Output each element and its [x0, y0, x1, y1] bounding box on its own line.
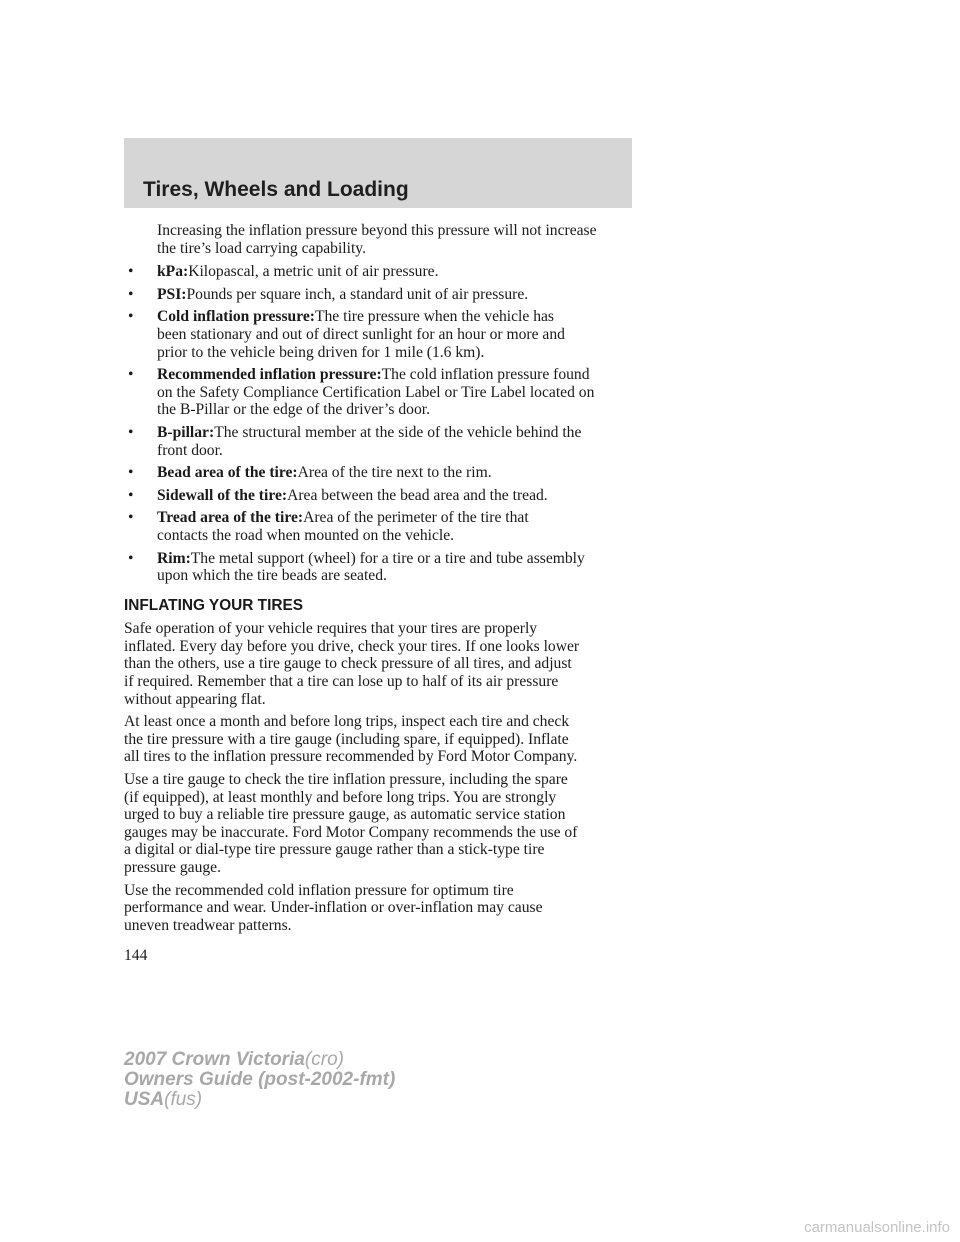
- inflating-paragraph-4: Use the recommended cold inflation pressure for optimum tire performance and wear. Under-inflation or over-inflation may cause uneven treadwear patterns.: [124, 881, 543, 934]
- bullet-icon: •: [128, 263, 134, 281]
- definition-psi: • PSI:Pounds per square inch, a standard unit of air pressure.: [128, 285, 529, 303]
- bullet-icon: •: [128, 464, 134, 482]
- definition-cold-inflation-pressure: • Cold inflation pressure:The tire pressure when the vehicle has been stationary and out of direct sunlight for an hour or more and prior to the vehicle being driven for 1 mile (1.6 km).: [128, 308, 565, 361]
- bullet-icon: •: [128, 423, 134, 441]
- inflating-paragraph-3: Use a tire gauge to check the tire inflation pressure, including the spare (if equipped), at least monthly and before long trips. You are strongly urged to buy a reliable tire pressure gauge, as automatic service station gauges may be inaccurate. Ford Motor Company recommends the use of a digital or dial-type tire pressure gauge rather than a stick-type tire pressure gauge.: [124, 771, 578, 876]
- inflating-heading: INFLATING YOUR TIRES: [124, 596, 303, 614]
- definition-recommended-inflation-pressure: • Recommended inflation pressure:The cold inflation pressure found on the Safety Compliance Certification Label or Tire Label located on the B-Pillar or the edge of the driver’s door.: [128, 366, 595, 419]
- footer-line-3: USA(fus): [124, 1089, 203, 1110]
- definition-b-pillar: • B-pillar:The structural member at the side of the vehicle behind the front door.: [128, 423, 582, 459]
- document-footer: [124, 1050, 395, 1110]
- footer-line-1: 2007 Crown Victoria(cro): [124, 1049, 344, 1070]
- definition-bead-area: • Bead area of the tire:Area of the tire next to the rim.: [128, 464, 492, 482]
- definition-rim: • Rim:The metal support (wheel) for a tire or a tire and tube assembly upon which the tire beads are seated.: [128, 549, 585, 585]
- page-number: 144: [124, 947, 148, 965]
- bullet-icon: •: [128, 486, 134, 504]
- section-title: Tires, Wheels and Loading: [143, 178, 409, 201]
- bullet-icon: •: [128, 285, 134, 303]
- bullet-icon: •: [128, 366, 134, 384]
- footer-line-2: Owners Guide (post-2002-fmt): [124, 1069, 396, 1090]
- watermark: carmanualsonline.info: [804, 1219, 950, 1236]
- definition-sidewall: • Sidewall of the tire:Area between the bead area and the tread.: [128, 486, 548, 504]
- inflating-paragraph-2: At least once a month and before long trips, inspect each tire and check the tire pressure with a tire gauge (including spare, if equipped). Inflate all tires to the inflation pressure recommended by Ford Motor Company.: [124, 713, 578, 766]
- page-content: [124, 222, 636, 965]
- bullet-icon: •: [128, 308, 134, 326]
- intro-paragraph: Increasing the inflation pressure beyond this pressure will not increase the tire’s load carrying capability.: [157, 222, 597, 257]
- bullet-icon: •: [128, 549, 134, 567]
- definition-kpa: • kPa:Kilopascal, a metric unit of air pressure.: [128, 263, 439, 281]
- inflating-paragraph-1: Safe operation of your vehicle requires that your tires are properly inflated. Every day before you drive, check your tires. If one looks lower than the others, use a tire gauge to check pressure of all tires, and adjust if required. Remember that a tire can lose up to half of its air pressure without appearing flat.: [124, 620, 580, 708]
- bullet-icon: •: [128, 509, 134, 527]
- definition-list: [124, 263, 636, 585]
- definition-tread-area: • Tread area of the tire:Area of the perimeter of the tire that contacts the road when mounted on the vehicle.: [128, 509, 529, 544]
